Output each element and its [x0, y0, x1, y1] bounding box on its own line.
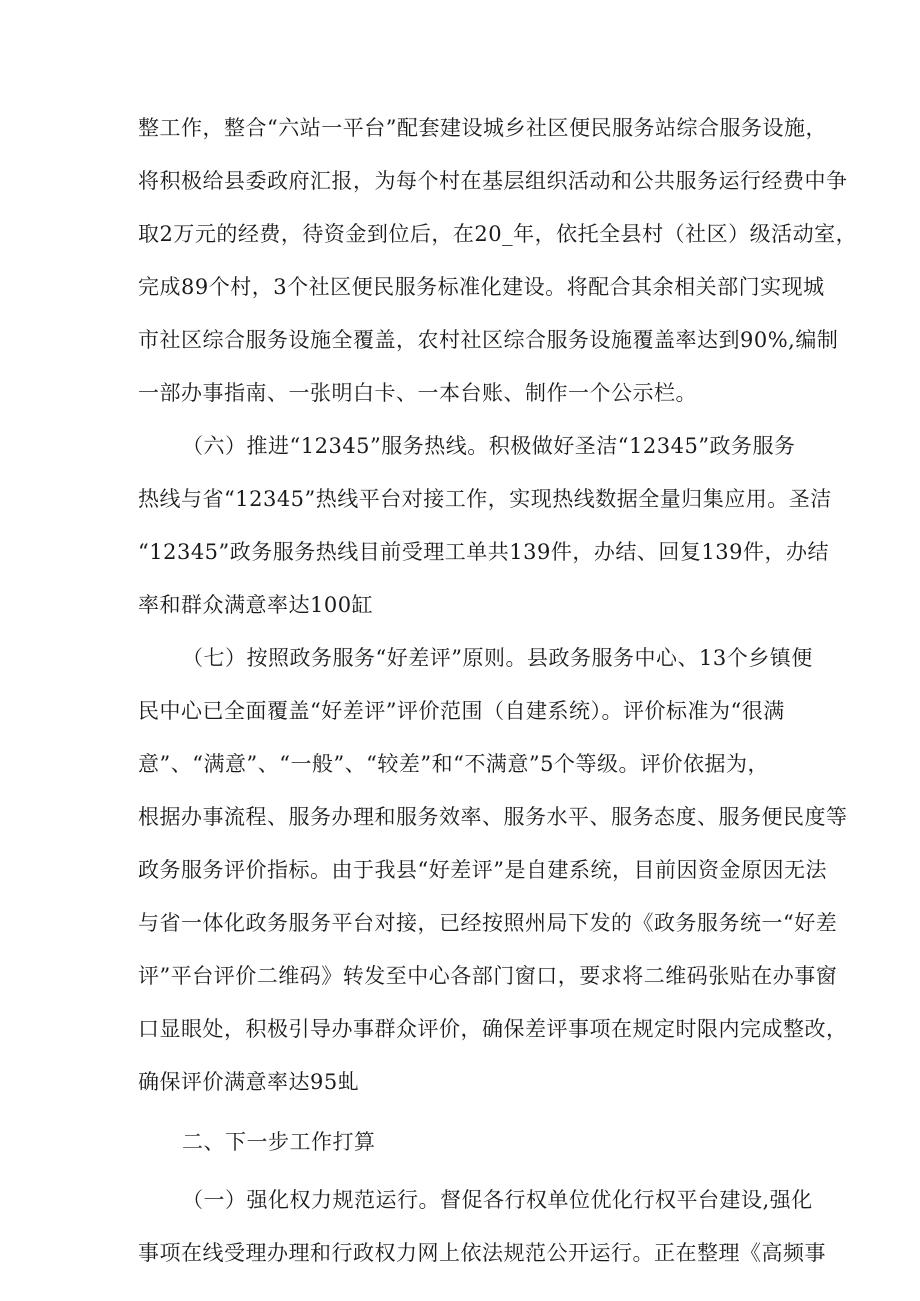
text-line: 率和群众满意率达100缸 — [138, 593, 374, 617]
text-line: 政务服务评价指标。由于我县“好差评”是自建系统，目前因资金原因无法 — [138, 858, 827, 882]
text-line: 完成89个村，3个社区便民服务标准化建设。将配合其余相关部门实现城 — [138, 275, 825, 299]
text-line: 民中心已全面覆盖“好差评”评价范围（自建系统）。评价标准为“很满 — [138, 699, 785, 723]
text-line: “12345”政务服务热线目前受理工单共139件，办结、回复139件，办结 — [138, 540, 829, 564]
text-line: 与省一体化政务服务平台对接，已经按照州局下发的《政务服务统一“好差 — [138, 911, 838, 935]
section-heading-1: （一）强化权力规范运行。督促各行权单位优化行权平台建设,强化 — [182, 1188, 813, 1212]
text-line: 热线与省“12345”热线平台对接工作，实现热线数据全量归集应用。圣洁 — [138, 487, 832, 511]
text-line: 口显眼处，积极引导办事群众评价，确保差评事项在规定时限内完成整改， — [138, 1017, 848, 1041]
text-line: 将积极给县委政府汇报，为每个村在基层组织活动和公共服务运行经费中争 — [138, 169, 848, 193]
text-line: 根据办事流程、服务办理和服务效率、服务水平、服务态度、服务便民度等 — [138, 805, 848, 829]
text-line: 市社区综合服务设施全覆盖，农村社区综合服务设施覆盖率达到90%,编制 — [138, 328, 839, 352]
text-line: 确保评价满意率达95虬 — [138, 1070, 360, 1094]
text-line: 意”、“满意”、“一般”、“较差”和“不满意”5个等级。评价依据为， — [138, 752, 769, 776]
text-line: 评”平台评价二维码》转发至中心各部门窗口，要求将二维码张贴在办事窗 — [138, 964, 838, 988]
section-heading-6: （六）推进“12345”服务热线。积极做好圣洁“12345”政务服务 — [182, 434, 796, 458]
section-heading-7: （七）按照政务服务“好差评”原则。县政务服务中心、13个乡镇便 — [182, 646, 813, 670]
text-line: 取2万元的经费，待资金到位后，在20_年，依托全县村（社区）级活动室， — [138, 222, 858, 246]
text-line: 一部办事指南、一张明白卡、一本台账、制作一个公示栏。 — [138, 381, 697, 405]
text-line: 事项在线受理办理和行政权力网上依法规范公开运行。正在整理《高频事 — [138, 1241, 826, 1265]
text-line: 整工作，整合“六站一平台”配套建设城乡社区便民服务站综合服务设施， — [138, 116, 827, 140]
section-heading-2: 二、下一步工作打算 — [182, 1130, 376, 1154]
